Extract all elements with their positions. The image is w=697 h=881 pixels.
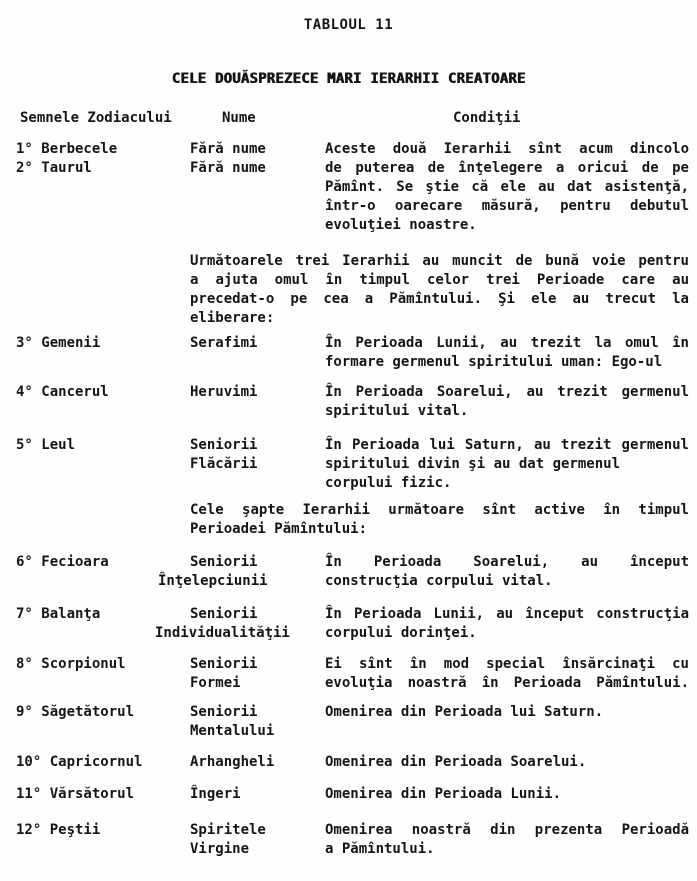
zodiac-sign: 1° Berbecele <box>16 141 118 157</box>
zodiac-sign-cell <box>16 655 176 674</box>
conditions-cell <box>325 383 689 421</box>
zodiac-sign-cell <box>16 821 176 840</box>
zodiac-sign-cell <box>16 703 176 722</box>
zodiac-sign-cell <box>16 383 176 402</box>
conditions-cell <box>325 140 689 235</box>
zodiac-sign: 6° Fecioara <box>16 554 109 570</box>
hierarchy-name-cell <box>158 553 340 591</box>
zodiac-sign-cell <box>16 553 176 572</box>
text-line: În Perioada Lunii, au început construcţia <box>325 606 689 622</box>
text-line: Perioadei Pămîntului: <box>190 521 368 537</box>
text-line: Cele şapte Ierarhii următoare sînt active în timpul <box>190 502 689 518</box>
conditions-cell <box>325 703 689 722</box>
hierarchy-name: Seniorii <box>190 656 258 672</box>
text-line: a ajuta omul în timpul celor trei Perioade care au <box>190 272 689 288</box>
hierarchy-name: Seniorii <box>190 554 258 570</box>
zodiac-sign: 10° Capricornul <box>16 754 143 770</box>
text-line: spiritului divin şi au dat germenul <box>325 456 621 472</box>
hierarchy-name: Spiritele <box>190 822 266 838</box>
conditions-cell <box>325 553 689 591</box>
hierarchy-name-cell <box>190 821 340 859</box>
text-line: În Perioada lui Saturn, au trezit germenul <box>325 437 689 453</box>
zodiac-sign: 4° Cancerul <box>16 384 109 400</box>
hierarchy-name-cell <box>190 140 340 178</box>
text-line: de puterea de înţelegere a oricui de pe <box>325 160 689 176</box>
text-line: În Perioada Soarelui, au început <box>325 554 689 570</box>
text-line: construcţia corpului vital. <box>325 573 553 589</box>
hierarchy-name: Fără nume <box>190 160 266 176</box>
col-header-conditions: Condiţii <box>453 110 521 126</box>
zodiac-sign-cell <box>16 785 176 804</box>
hierarchy-name: Virgine <box>190 841 250 857</box>
hierarchy-name-cell <box>190 753 340 772</box>
doc-title: CELE DOUĂSPREZECE MARI IERARHII CREATOARE <box>171 71 526 87</box>
conditions-cell <box>325 334 689 372</box>
text-line: Omenirea din Perioada Soarelui. <box>325 754 587 770</box>
intermediate-paragraph <box>190 501 689 539</box>
hierarchy-name: Mentalului <box>190 723 275 739</box>
zodiac-sign: 8° Scorpionul <box>16 656 126 672</box>
hierarchy-name-cell <box>190 655 340 693</box>
text-line: Omenirea din Perioada Lunii. <box>325 786 562 802</box>
text-line: a Pămîntului. <box>325 841 435 857</box>
text-line: Ei sînt în mod special însărcinaţi cu <box>325 656 689 672</box>
hierarchy-name-cell <box>155 605 340 643</box>
hierarchy-name: Heruvimi <box>190 384 258 400</box>
hierarchy-name: Fără nume <box>190 141 266 157</box>
text-line: formare germenul spiritului uman: Ego-ul <box>325 354 663 370</box>
hierarchy-name: Individualităţii <box>155 625 290 641</box>
col-header-zodiac: Semnele Zodiacului <box>20 110 172 126</box>
hierarchy-name-cell <box>190 383 340 402</box>
zodiac-sign-cell <box>16 436 176 455</box>
text-line: spiritului vital. <box>325 403 469 419</box>
hierarchy-name: Flăcării <box>190 456 258 472</box>
conditions-cell <box>325 436 689 493</box>
text-line: evoluţiei noastre. <box>325 217 477 233</box>
zodiac-sign: 12° Peştii <box>16 822 101 838</box>
text-line: Următoarele trei Ierarhii au muncit de bună voie pentru <box>190 253 689 269</box>
hierarchy-name: Serafimi <box>190 335 258 351</box>
conditions-cell <box>325 753 689 772</box>
conditions-cell <box>325 821 689 859</box>
hierarchy-name: Formei <box>190 675 241 691</box>
hierarchy-name: Seniorii <box>190 606 258 622</box>
text-line: În Perioada Soarelui, au trezit germenul <box>325 384 689 400</box>
text-line: eliberare: <box>190 310 275 326</box>
zodiac-sign: 5° Leul <box>16 437 76 453</box>
hierarchy-name: Arhangheli <box>190 754 275 770</box>
text-line: evoluţia noastră în Perioada Pămîntului. <box>325 675 689 691</box>
zodiac-sign-cell <box>16 605 176 624</box>
zodiac-sign: 7° Balanţa <box>16 606 101 622</box>
text-line: Pămînt. Se ştie că ele au dat asistenţă, <box>325 179 689 195</box>
zodiac-sign: 11° Vărsătorul <box>16 786 135 802</box>
hierarchy-name-cell <box>190 785 340 804</box>
zodiac-sign: 2° Taurul <box>16 160 92 176</box>
hierarchy-name-cell <box>190 334 340 353</box>
text-line: Aceste două Ierarhii sînt acum dincolo <box>325 141 689 157</box>
conditions-cell <box>325 785 689 804</box>
col-header-name: Nume <box>222 110 256 126</box>
zodiac-sign: 9° Săgetătorul <box>16 704 135 720</box>
hierarchy-name: Seniorii <box>190 437 258 453</box>
text-line: În Perioada Lunii, au trezit la omul în <box>325 335 689 351</box>
zodiac-sign-cell <box>16 334 176 353</box>
hierarchy-name: Seniorii <box>190 704 258 720</box>
hierarchy-name: Înţelepciunii <box>158 573 268 589</box>
intermediate-paragraph <box>190 252 689 328</box>
hierarchy-name-cell <box>190 703 340 741</box>
text-line: într-o oarecare măsură, pentru debutul <box>325 198 689 214</box>
conditions-cell <box>325 655 689 693</box>
conditions-cell <box>325 605 689 643</box>
page-heading: TABLOUL 11 <box>303 17 394 33</box>
zodiac-sign-cell <box>16 140 176 178</box>
zodiac-sign: 3° Gemenii <box>16 335 101 351</box>
hierarchy-name: Îngeri <box>190 786 241 802</box>
text-line: Omenirea noastră din prezenta Perioadă <box>325 822 689 838</box>
text-line: corpului dorinţei. <box>325 625 477 641</box>
zodiac-sign-cell <box>16 753 176 772</box>
text-line: precedat-o pe cea a Pămîntului. Şi ele au trecut la <box>190 291 689 307</box>
text-line: Omenirea din Perioada lui Saturn. <box>325 704 604 720</box>
hierarchy-name-cell <box>190 436 340 474</box>
text-line: corpului fizic. <box>325 475 452 491</box>
